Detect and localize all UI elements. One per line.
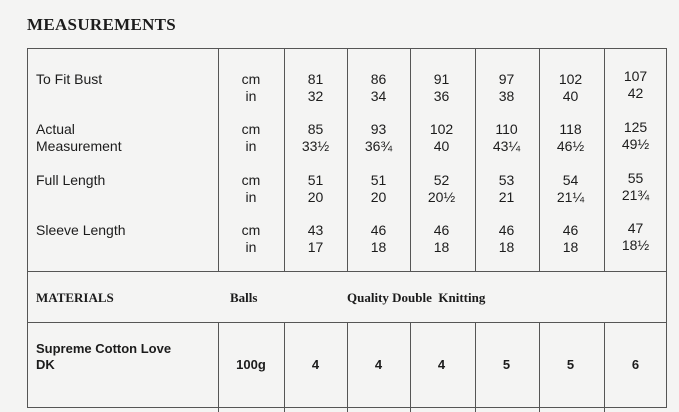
value-cell: 102 — [429, 121, 454, 137]
value-cell: 53 — [498, 172, 515, 188]
value-cell: 52 — [433, 172, 450, 188]
value-cell: 85 — [307, 121, 324, 137]
row-label: Actual — [36, 121, 75, 137]
value-cell: 17 — [307, 239, 324, 255]
row-label: Full Length — [36, 172, 106, 188]
value-cell: 86 — [370, 71, 387, 87]
yarn-name: Supreme Cotton Love — [36, 341, 172, 356]
value-cell: 51 — [307, 172, 324, 188]
value-cell: 55 — [627, 170, 644, 186]
row-divider — [28, 271, 666, 272]
balls-label: Balls — [230, 290, 258, 305]
balls-count: 4 — [374, 357, 383, 372]
value-cell: 81 — [307, 71, 324, 87]
value-cell: 40 — [562, 88, 579, 104]
value-cell: 118 — [559, 121, 582, 137]
value-cell: 107 — [623, 68, 648, 84]
value-cell: 46 — [433, 222, 450, 238]
unit-cm: cm — [241, 121, 261, 137]
page-title: MEASUREMENTS — [27, 15, 177, 34]
value-cell: 38 — [498, 88, 515, 104]
row-label: Sleeve Length — [36, 222, 126, 238]
value-cell: 40 — [433, 138, 450, 154]
unit-cm: cm — [241, 71, 261, 87]
value-cell: 20½ — [427, 189, 456, 205]
value-cell: 125 — [623, 119, 648, 135]
value-cell: 46 — [498, 222, 515, 238]
value-cell: 43 — [307, 222, 324, 238]
value-cell: 32 — [307, 88, 324, 104]
value-cell: 21 — [498, 189, 515, 205]
unit-in: in — [245, 239, 257, 255]
unit-cm: cm — [241, 172, 261, 188]
value-cell: 18½ — [621, 237, 650, 253]
value-cell: 36 — [433, 88, 450, 104]
value-cell: 18 — [433, 239, 450, 255]
measurements-table — [27, 48, 667, 408]
value-cell: 36¾ — [364, 138, 393, 154]
value-cell: 46 — [370, 222, 387, 238]
yarn-name-suffix: DK — [36, 357, 55, 372]
row-divider — [28, 322, 666, 323]
value-cell: 93 — [370, 121, 387, 137]
col-divider — [218, 49, 219, 271]
col-divider — [218, 322, 219, 412]
value-cell: 46 — [562, 222, 579, 238]
unit-in: in — [245, 88, 257, 104]
balls-count: 4 — [437, 357, 446, 372]
value-cell: 21¾ — [621, 187, 650, 203]
yarn-weight: 100g — [236, 357, 266, 372]
value-cell: 18 — [562, 239, 579, 255]
row-label: To Fit Bust — [36, 71, 103, 87]
value-cell: 21¼ — [556, 189, 585, 205]
unit-in: in — [245, 138, 257, 154]
unit-cm: cm — [241, 222, 261, 238]
value-cell: 46½ — [556, 138, 585, 154]
quality-label: Quality Double Knitting — [347, 290, 486, 305]
value-cell: 42 — [627, 85, 644, 101]
value-cell: 34 — [370, 88, 387, 104]
value-cell: 102 — [558, 71, 583, 87]
value-cell: 97 — [498, 71, 515, 87]
value-cell: 20 — [370, 189, 387, 205]
balls-count: 4 — [311, 357, 320, 372]
value-cell: 33½ — [301, 138, 330, 154]
value-cell: 43¼ — [492, 138, 521, 154]
value-cell: 110 — [495, 121, 518, 137]
balls-count: 5 — [502, 357, 511, 372]
value-cell: 47 — [627, 220, 644, 236]
value-cell: 54 — [562, 172, 579, 188]
value-cell: 18 — [498, 239, 515, 255]
unit-in: in — [245, 189, 257, 205]
value-cell: 91 — [433, 71, 450, 87]
value-cell: 49½ — [621, 136, 650, 152]
materials-label: MATERIALS — [36, 290, 114, 305]
balls-count: 5 — [566, 357, 575, 372]
balls-count: 6 — [631, 357, 640, 372]
row-label: Measurement — [36, 138, 122, 154]
value-cell: 20 — [307, 189, 324, 205]
value-cell: 18 — [370, 239, 387, 255]
value-cell: 51 — [370, 172, 387, 188]
